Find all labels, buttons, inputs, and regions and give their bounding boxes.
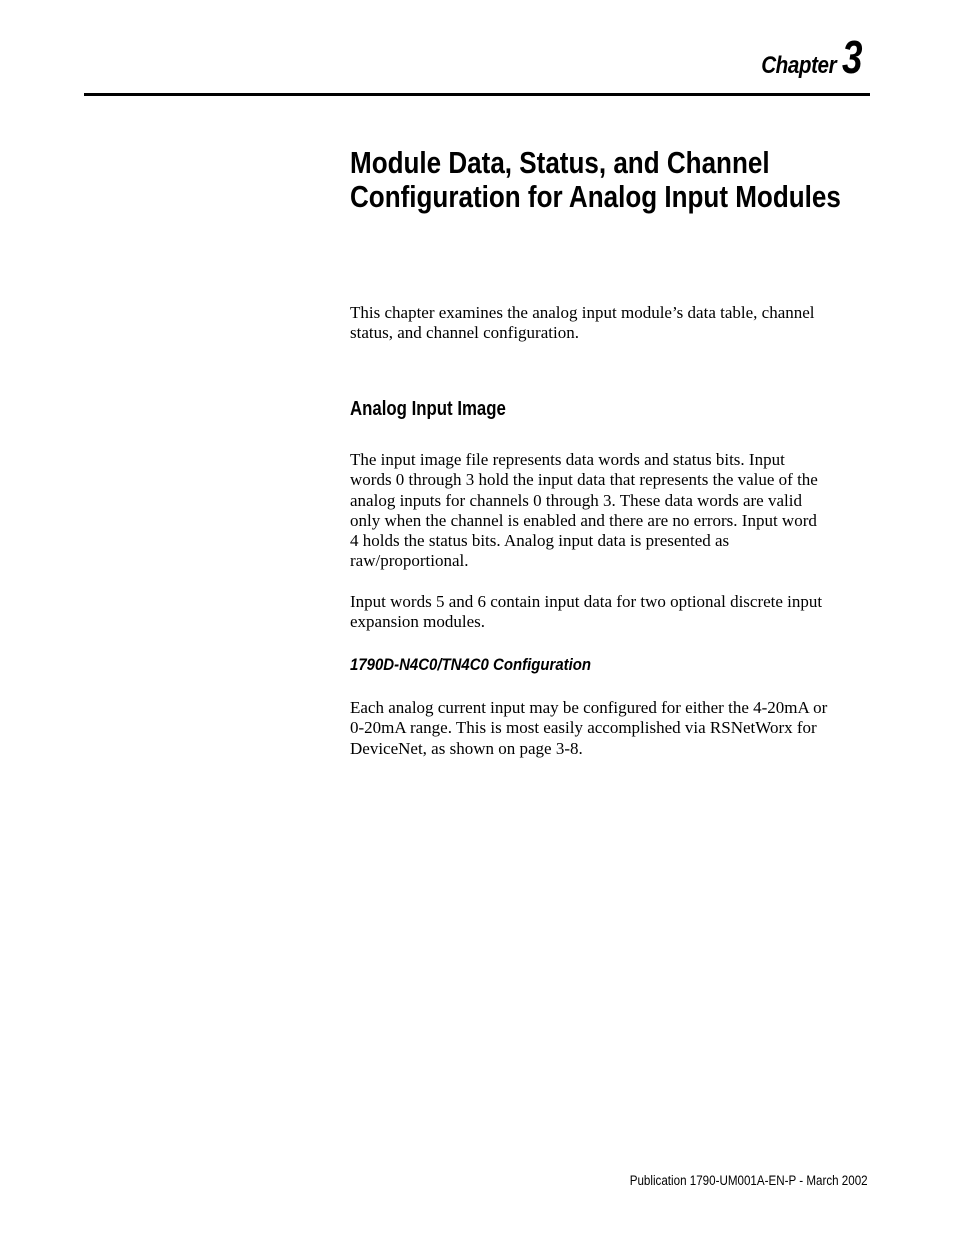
paragraph-line: raw/proportional. <box>350 551 469 571</box>
section-paragraph-1 <box>350 450 875 572</box>
chapter-header <box>749 30 868 84</box>
chapter-title-line: Module Data, Status, and Channel <box>350 145 770 180</box>
intro-line: status, and channel configuration. <box>350 323 579 343</box>
paragraph-line: The input image file represents data words and status bits. Input <box>350 450 785 469</box>
chapter-label: Chapter <box>761 52 837 79</box>
paragraph-line: DeviceNet, as shown on page 3-8. <box>350 738 583 758</box>
paragraph-line: only when the channel is enabled and there are no errors. Input word <box>350 510 817 530</box>
header-rule <box>84 93 870 96</box>
chapter-number: 3 <box>842 31 863 83</box>
paragraph-line: expansion modules. <box>350 612 486 632</box>
intro-line: This chapter examines the analog input module’s data table, channel <box>350 303 815 322</box>
paragraph-line: analog inputs for channels 0 through 3. These data words are valid <box>350 490 802 510</box>
configuration-subheading: 1790D-N4C0/TN4C0 Configuration <box>350 655 592 674</box>
intro-paragraph <box>350 303 875 344</box>
section-paragraph-3 <box>350 698 875 759</box>
paragraph-line: Input words 5 and 6 contain input data for two optional discrete input <box>350 592 823 611</box>
publication-footer: Publication 1790-UM001A-EN-P - March 2002 <box>630 1173 868 1188</box>
section-heading: Analog Input Image <box>350 398 506 420</box>
paragraph-line: words 0 through 3 hold the input data that represents the value of the <box>350 470 818 490</box>
chapter-title-line: Configuration for Analog Input Modules <box>350 179 841 214</box>
paragraph-line: Each analog current input may be configured for either the 4-20mA or <box>350 698 828 717</box>
paragraph-line: 0-20mA range. This is most easily accomplished via RSNetWorx for <box>350 718 817 738</box>
chapter-title <box>350 146 854 214</box>
paragraph-line: 4 holds the status bits. Analog input data is presented as <box>350 531 730 551</box>
section-paragraph-2 <box>350 592 875 633</box>
